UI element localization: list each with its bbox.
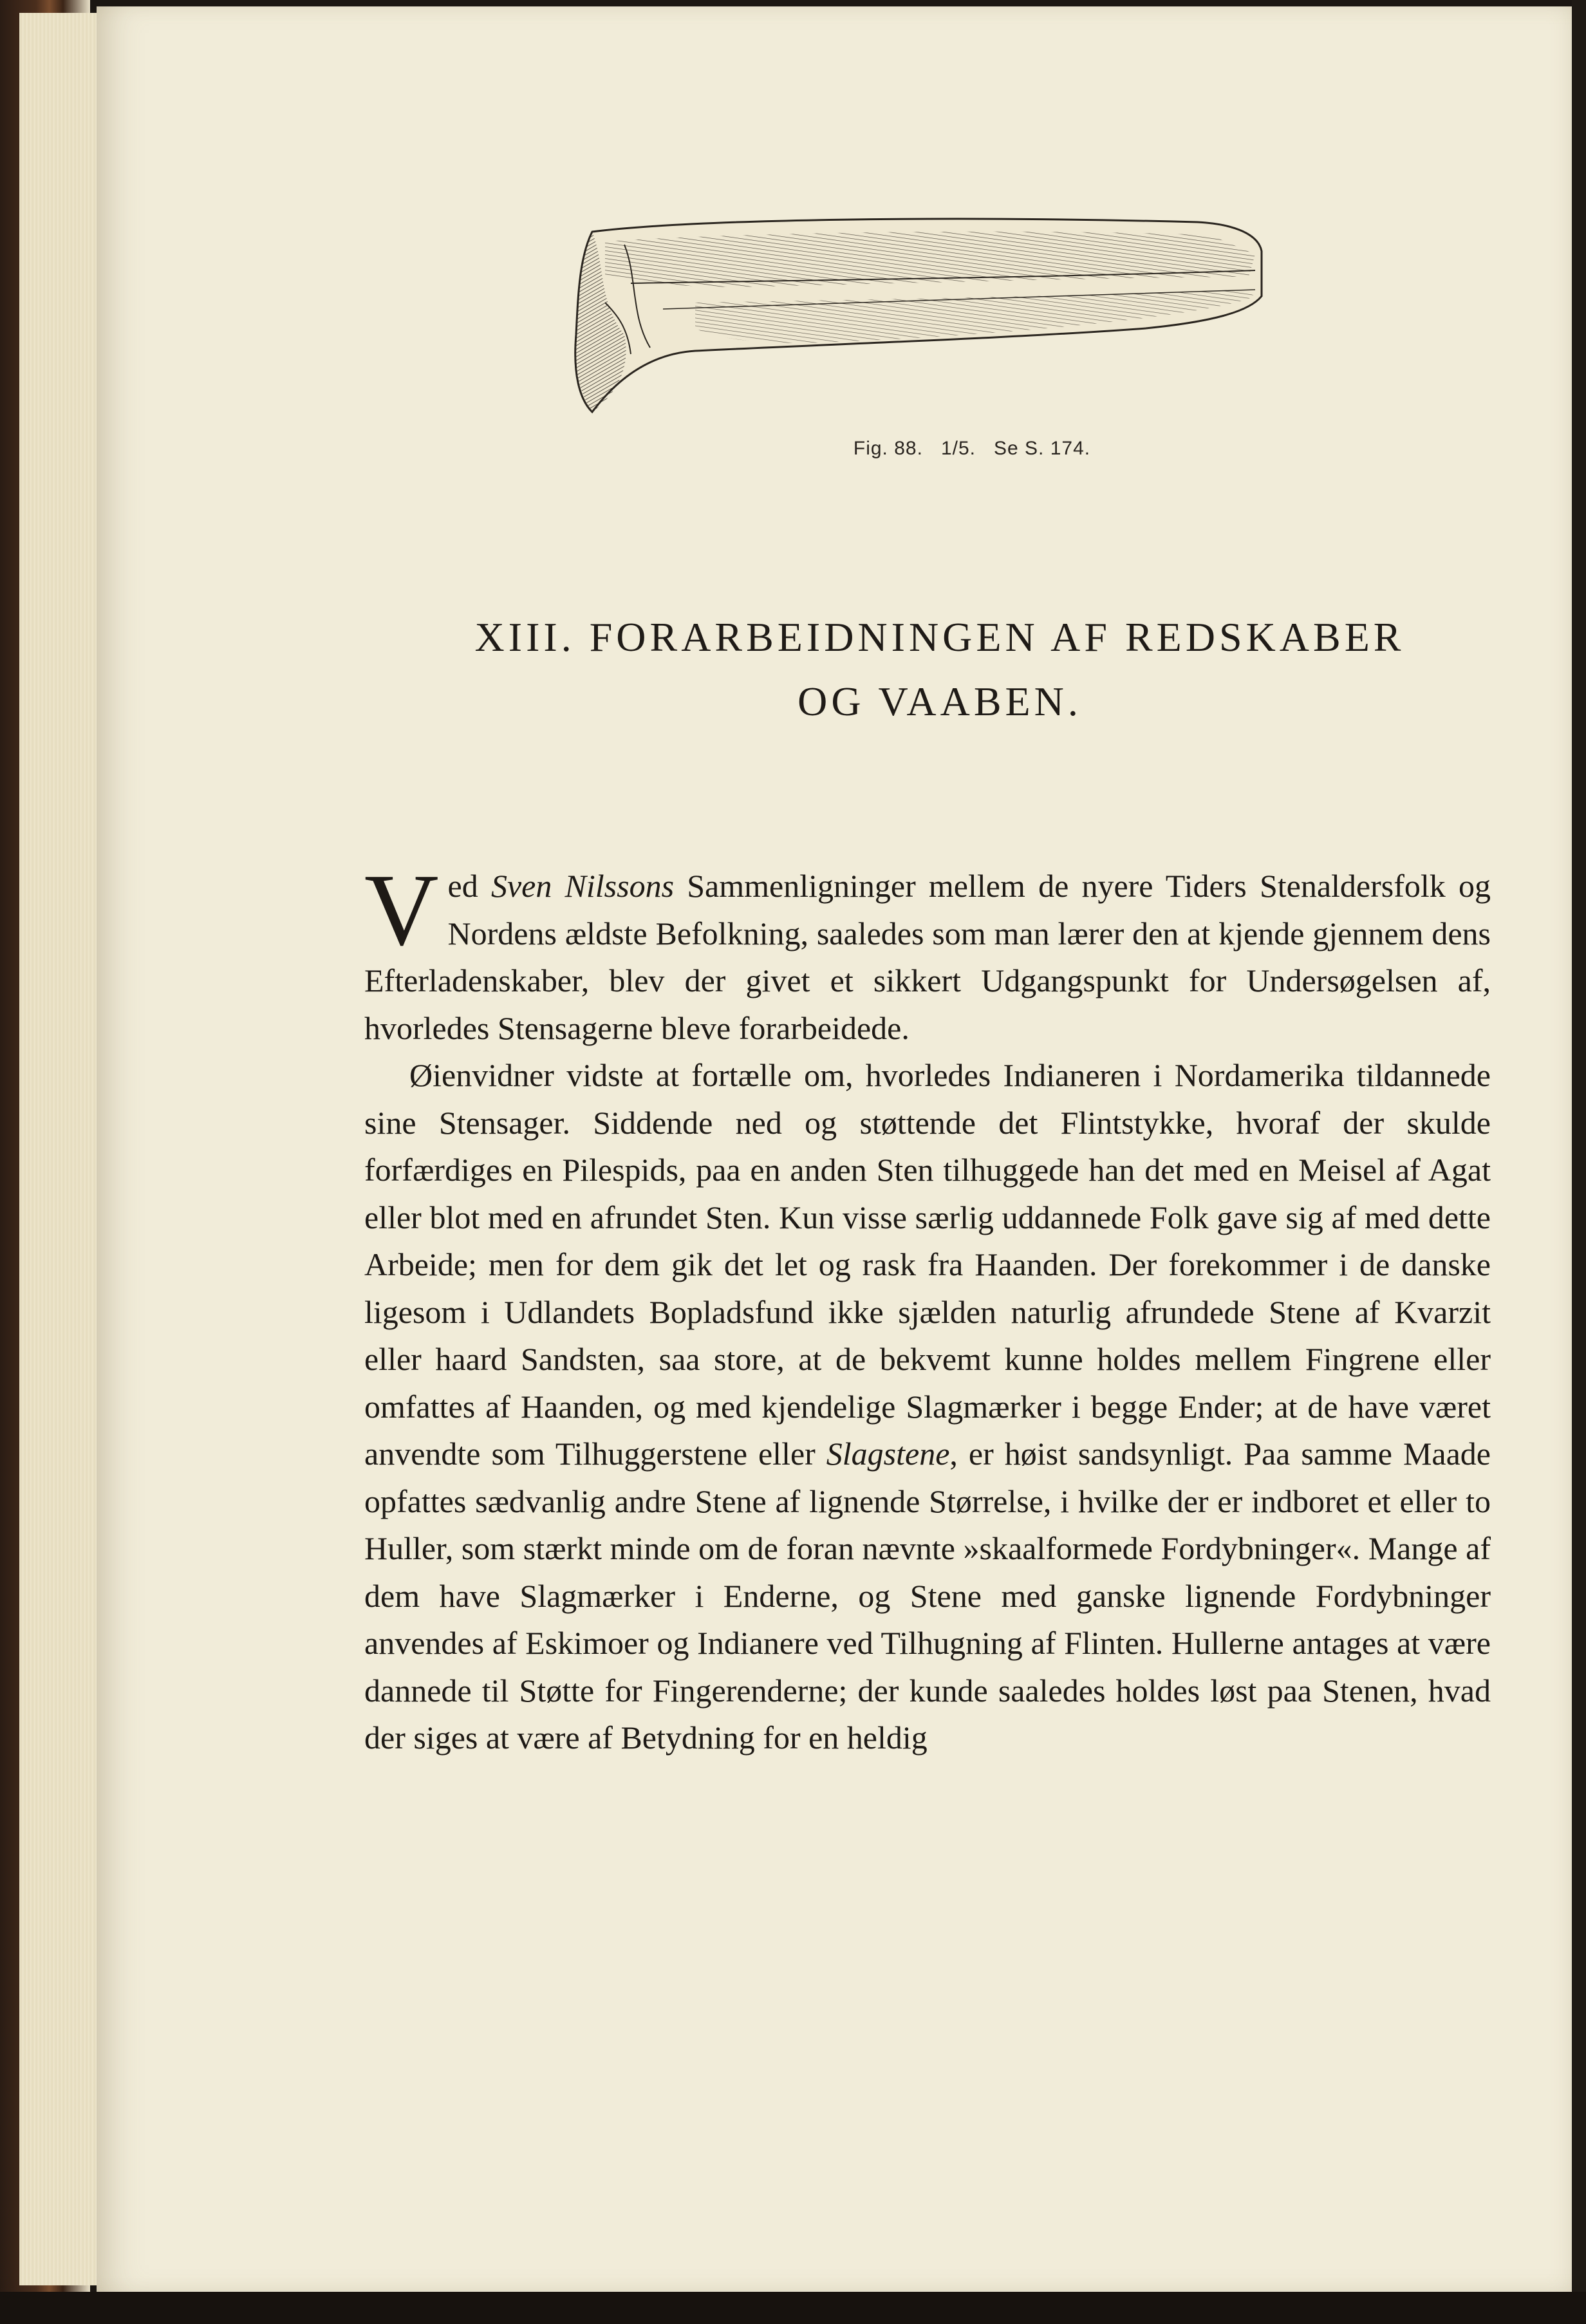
paragraph-2-start: Øienvidner vidste at fortælle om, hvorledes Indianeren i Nordamerika tildannede sine Stensager. Siddende ned og støttende det Flintstykke, hvoraf der skulde forfærdiges en Pilespids, paa en anden Sten tilhuggede han det med en Meisel af Agat eller blot med en afrundet Sten. Kun visse særlig uddannede Folk gave sig af med dette Arbeide; men for dem gik det let og rask fra Haanden. Der forekommer i de danske ligesom i Udlandets Bopladsfund ikke sjælden naturlig afrundede Stene af Kvarzit eller haard Sandsten, saa store, at de bekvemt kunne holdes mellem Fingrene eller omfattes af Haanden, og med kjendelige Slagmærker i begge Ender; at de have været anvendte som Tilhuggerstene eller [364,1057,1491,1472]
author-name: Sven Nilssons [490,868,675,904]
chapter-title-line-1: FORARBEIDNINGEN AF REDSKABER [589,614,1405,660]
chapter-heading [386,605,1493,734]
scan-right-edge [1572,0,1586,2324]
chapter-body-text [364,852,1491,1762]
figure-page-reference: Se S. 174. [994,438,1091,459]
paragraph-1 [364,852,1491,1052]
term-slagstene: Slagstene [826,1436,950,1472]
paragraph-2-rest: , er høist sandsynligt. Paa samme Maade opfattes sædvanlig andre Stene af lignende Størrelse, i hvilke der er indboret et eller to Huller, som stærkt minde om de foran nævnte »skaalformede Fordybninger«. Mange af dem have Slagmærker i Enderne, og Stene med ganske lignende Fordybninger anvendes af Eskimoer og Indianere ved Tilhugning af Flinten. Hullerne antages at være dannede til Støtte for Fingerenderne; der kunde saaledes holdes løst paa Stenen, hvad der siges at være af Betydning for en heldig [364,1436,1491,1756]
paragraph-1-rest: Sammenligninger mellem de nyere Tiders Stenaldersfolk og Nordens ældste Befolkning, saaledes som man lærer den at kjende gjennem dens Efterladenskaber, blev der givet et sikkert Udgangspunkt for Undersøgelsen af, hvorledes Stensagerne bleve forarbeidede. [364,868,1491,1046]
chapter-number: XIII. [474,614,575,660]
figure-scale: 1/5. [940,438,976,459]
paragraph-1-start: ed [447,868,491,904]
figure-88-illustration [566,206,1287,438]
chapter-title-line-2: OG VAABEN. [798,679,1082,724]
figure-caption [747,438,1197,460]
figure-number: Fig. 88. [853,438,923,459]
stone-tool-engraving-icon [566,206,1287,438]
drop-cap: V [364,852,439,967]
paragraph-2 [364,1052,1491,1762]
scan-bottom-edge [0,2292,1586,2324]
